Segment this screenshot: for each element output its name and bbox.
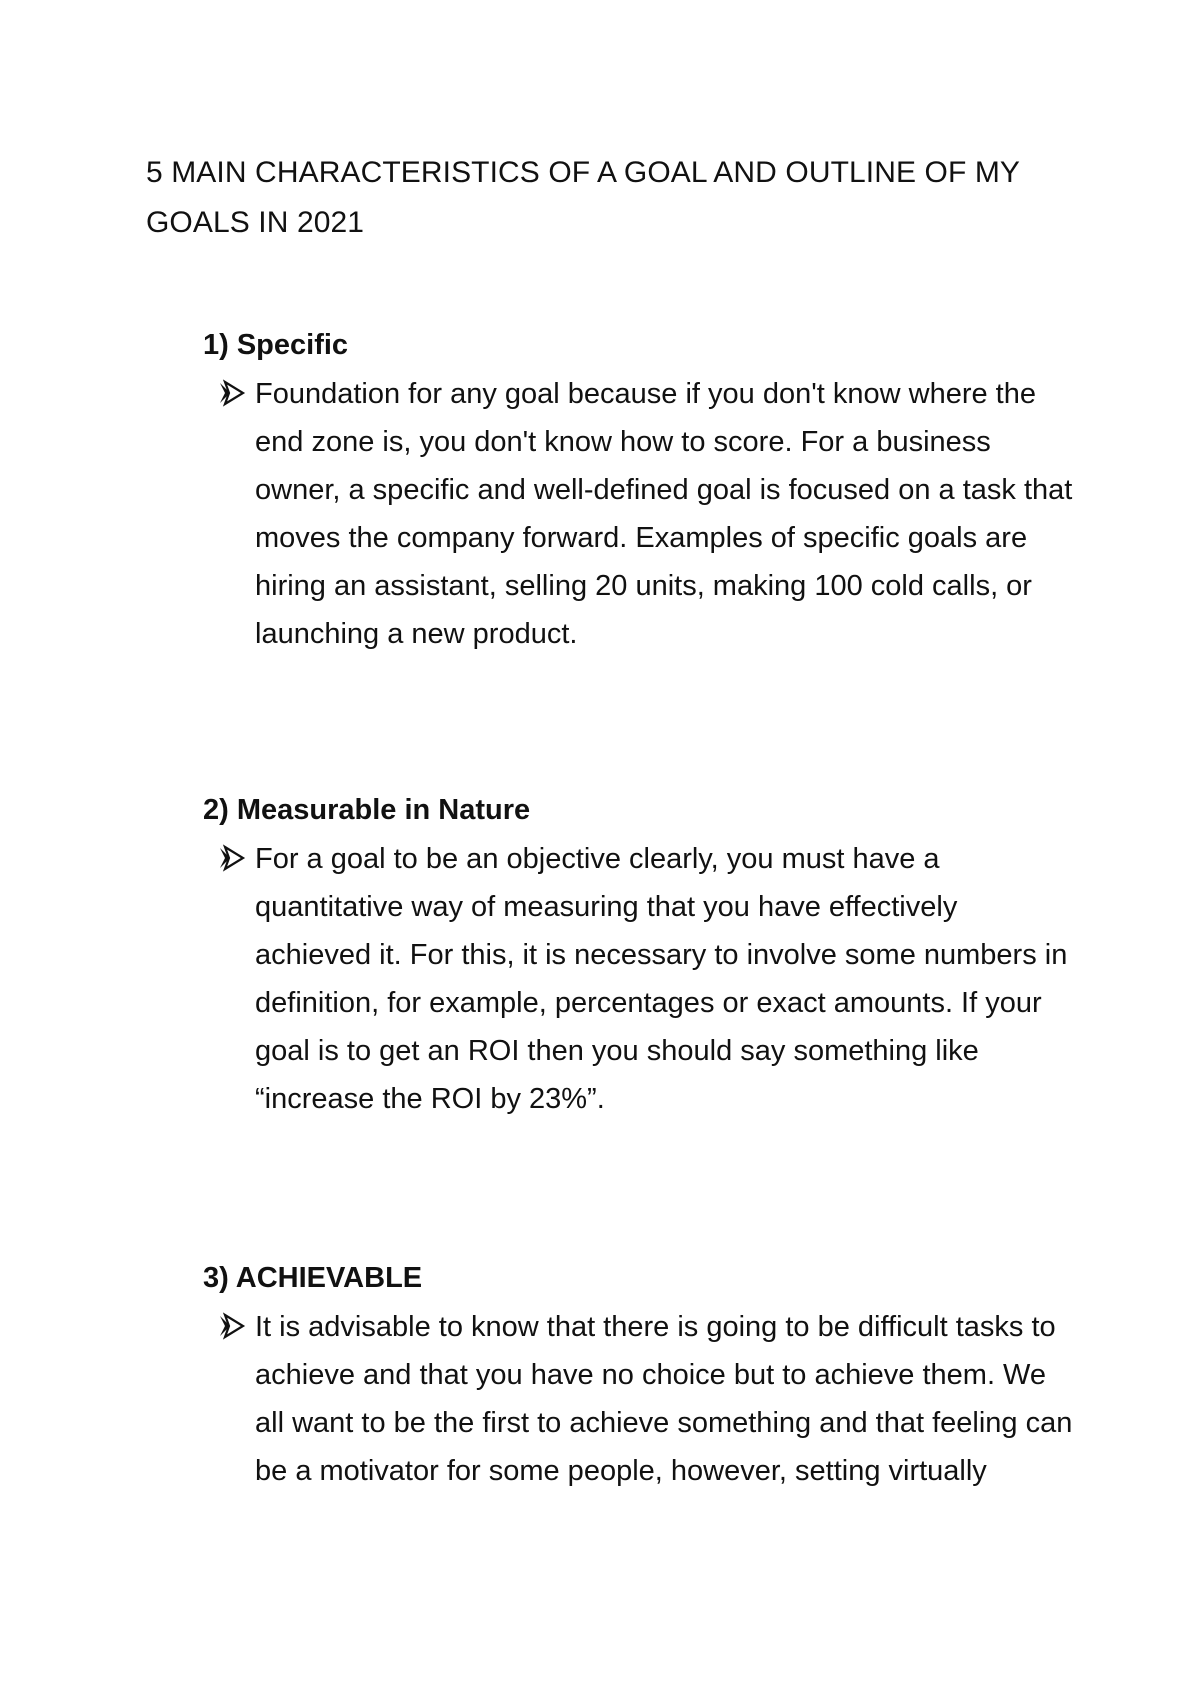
section-achievable [203,1255,1103,1495]
arrow-bullet-icon [217,1311,247,1341]
section-heading: 3) ACHIEVABLE [203,1262,423,1294]
bullet-item [203,370,1103,658]
bullet-text: For a goal to be an objective clearly, you must have a quantitative way of measuring that you have effectively achieved it. For this, it is necessary to involve some numbers in definition, for example, percentages or exact amounts. If your goal is to get an ROI then you should say something like “increase the ROI by 23%”. [255,843,1068,1115]
section-measurable [203,787,1103,1123]
section-specific [203,322,1103,658]
bullet-text: It is advisable to know that there is going to be difficult tasks to achieve and that you have no choice but to achieve them. We all want to be the first to achieve something and that feeling can be a motivator for some people, however, setting virtually [255,1311,1073,1487]
section-heading: 1) Specific [203,329,349,361]
bullet-text: Foundation for any goal because if you don't know where the end zone is, you don't know how to score. For a business owner, a specific and well-defined goal is focused on a task that moves the company forward. Examples of specific goals are hiring an assistant, selling 20 units, making 100 cold calls, or launching a new product. [255,378,1073,650]
document-title: 5 MAIN CHARACTERISTICS OF A GOAL AND OUTLINE OF MY GOALS IN 2021 [146,156,1020,239]
bullet-item [203,835,1103,1123]
arrow-bullet-icon [217,378,247,408]
arrow-bullet-icon [217,843,247,873]
section-heading: 2) Measurable in Nature [203,794,531,826]
bullet-item [203,1303,1103,1495]
